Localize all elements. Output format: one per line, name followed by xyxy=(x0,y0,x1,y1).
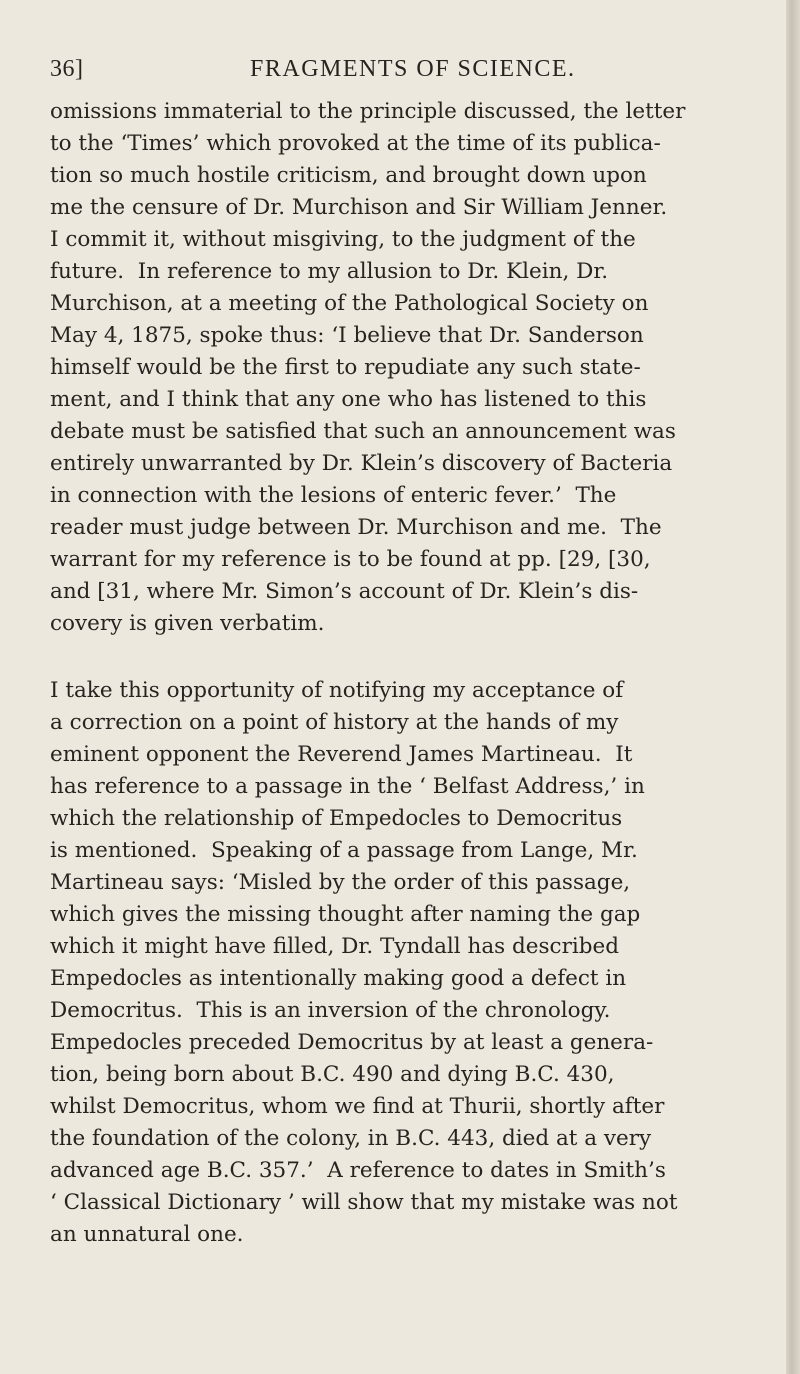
text-line: Empedocles preceded Democritus by at least a genera- xyxy=(50,1030,654,1055)
text-line: has reference to a passage in the ‘ Belfast Address,’ in xyxy=(50,774,645,799)
text-line: to the ‘Times’ which provoked at the time of its publica- xyxy=(50,131,661,156)
text-line: tion so much hostile criticism, and brought down upon xyxy=(50,163,647,188)
text-line: in connection with the lesions of enteric fever.’ The xyxy=(50,483,617,508)
text-line: covery is given verbatim. xyxy=(50,611,325,636)
text-line: whilst Democritus, whom we find at Thurii, shortly after xyxy=(50,1094,665,1119)
text-line: future. In reference to my allusion to Dr. Klein, Dr. xyxy=(50,259,609,284)
text-line: tion, being born about B.C. 490 and dying B.C. 430, xyxy=(50,1062,615,1087)
text-line: and [31, where Mr. Simon’s account of Dr. Klein’s dis- xyxy=(50,579,639,604)
text-line: which gives the missing thought after naming the gap xyxy=(50,902,641,927)
text-line: ment, and I think that any one who has listened to this xyxy=(50,387,647,412)
text-line: May 4, 1875, spoke thus: ‘I believe that Dr. Sanderson xyxy=(50,323,644,348)
text-line: which it might have filled, Dr. Tyndall has described xyxy=(50,934,619,959)
text-line: Empedocles as intentionally making good a defect in xyxy=(50,966,627,991)
text-line: a correction on a point of history at the hands of my xyxy=(50,710,619,735)
text-line: an unnatural one. xyxy=(50,1222,244,1247)
text-line: is mentioned. Speaking of a passage from Lange, Mr. xyxy=(50,838,638,863)
text-line: Martineau says: ‘Misled by the order of this passage, xyxy=(50,870,631,895)
text-line: eminent opponent the Reverend James Martineau. It xyxy=(50,742,633,767)
text-line: warrant for my reference is to be found at pp. [29, [30, xyxy=(50,547,651,572)
text-line: himself would be the first to repudiate any such state- xyxy=(50,355,641,380)
text-line: Democritus. This is an inversion of the chronology. xyxy=(50,998,611,1023)
text-line: advanced age B.C. 357.’ A reference to dates in Smith’s xyxy=(50,1158,666,1183)
running-title: FRAGMENTS OF SCIENCE. xyxy=(250,56,576,82)
text-line: debate must be satisfied that such an announcement was xyxy=(50,419,676,444)
page-edge xyxy=(786,0,800,1374)
text-line: reader must judge between Dr. Murchison and me. The xyxy=(50,515,662,540)
running-head xyxy=(50,56,750,86)
text-line: me the censure of Dr. Murchison and Sir William Jenner. xyxy=(50,195,668,220)
text-line: entirely unwarranted by Dr. Klein’s discovery of Bacteria xyxy=(50,451,673,476)
text-line: ‘ Classical Dictionary ’ will show that my mistake was not xyxy=(50,1190,678,1215)
text-line: I take this opportunity of notifying my acceptance of xyxy=(50,678,624,703)
text-line: I commit it, without misgiving, to the judgment of the xyxy=(50,227,636,252)
text-line: the foundation of the colony, in B.C. 443, died at a very xyxy=(50,1126,652,1151)
text-line: which the relationship of Empedocles to Democritus xyxy=(50,806,623,831)
text-line: omissions immaterial to the principle discussed, the letter xyxy=(50,99,686,124)
page-number: 36] xyxy=(50,56,84,82)
text-line: Murchison, at a meeting of the Pathological Society on xyxy=(50,291,649,316)
